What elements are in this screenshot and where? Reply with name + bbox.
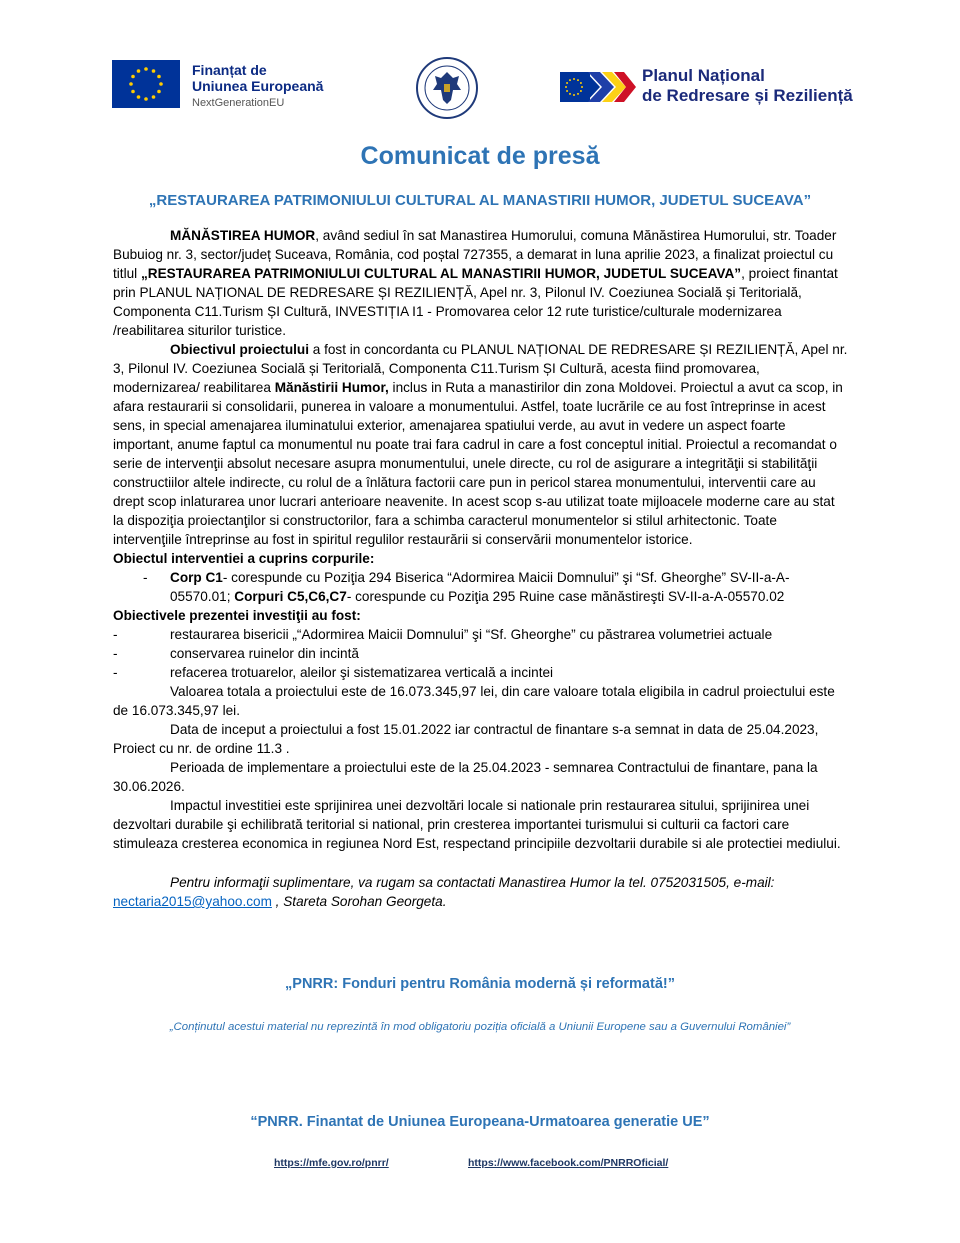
disclaimer: „Conținutul acestui material nu reprezintă în mod obligatoriu poziția oficială a Uniunii Europene sau a Guvernului României” bbox=[169, 1021, 791, 1033]
paragraph-dates: Data de inceput a proiectului a fost 15.01.2022 iar contractul de finantare s-a semnat in data de 25.04.2023, Proiect cu nr. de ordine 11.3 . bbox=[113, 722, 819, 756]
email-link[interactable]: nectaria2015@yahoo.com bbox=[113, 894, 272, 909]
objective-label: Obiectivul proiectului bbox=[170, 342, 309, 357]
paragraph-intro bbox=[113, 226, 848, 340]
corp-c5-c7-text: - corespunde cu Poziţia 295 Ruine case mănăstireşti SV-II-a-A-05570.02 bbox=[346, 589, 785, 604]
eu-logo-line2: Uniunea Europeană bbox=[192, 78, 324, 94]
mfe-link[interactable]: https://mfe.gov.ro/pnrr/ bbox=[274, 1157, 389, 1169]
objective-text-b: inclus in Ruta a manastirilor din zona Moldovei. Proiectul a avut ca scop, in afara restaurarii si consolidarii, punerea in valoare a monumentului. Astfel, toate lucrările ce au fost întreprinse in acest sens, in special amenajarea iluminatului exterior, amenajarea spatiului verde, au avut in vedere un aspect foarte important, anume faptul ca monumentul nu poate trai fara cadrul in care a fost conceptul initial. Proiectul a recomandat o serie de intervenţii absolut necesare asupra monumentului, unele directe, cu rol de asigurare a integrităţii si stabilităţii constructiilor altele indirecte, cu rolul de a înlătura factorii care pun in pericol starea monumentului, interventii care au drept scop inlaturarea unor lucrari anterioare neavenite. In acest scop s-au utilizat toate mijloacele moderne care au stat la dispoziţia proiectanţilor si constructorilor, fara a schimba caracterul monumentelor si stilul arhitectonic. Toate intervenţiile întreprinse au fost in spiritul regulilor restaurării si conservării monumentelor istorice. bbox=[113, 380, 843, 547]
footer-funding-line: “PNRR. Finantat de Uniunea Europeana-Urmatoarea generatie UE” bbox=[250, 1114, 710, 1130]
contact-text-a: Pentru informaţii suplimentare, va rugam sa contactati Manastirea Humor la tel. 0752031505, e-mail: bbox=[170, 875, 775, 890]
eu-star-icon bbox=[131, 90, 135, 94]
eu-logo-line1: Finanțat de bbox=[192, 62, 267, 78]
corp-c5-c7-label: Corpuri C5,C6,C7 bbox=[234, 589, 347, 604]
eu-star-icon bbox=[152, 95, 156, 99]
eu-star-icon bbox=[137, 95, 141, 99]
list-dash: - bbox=[113, 646, 118, 661]
list-item bbox=[113, 644, 848, 663]
pnrr-flag-icon bbox=[560, 66, 636, 108]
paragraph-impact: Impactul investitiei este sprijinirea unei dezvoltări locale si nationale prin restaurarea sitului, sprijinirea unei dezvoltari durabile şi echilibrată teritorial si national, prin cresterea importantei turismului si culturii ca factori care stimuleaza cresterea economica in regiunea Nord Est, respectand principiile dezvoltarii durabile si ale protectiei mediului. bbox=[113, 798, 841, 851]
list-item bbox=[113, 663, 848, 682]
eu-star-icon bbox=[159, 82, 163, 86]
eu-flag-icon bbox=[112, 60, 180, 108]
paragraph-value: Valoarea totala a proiectului este de 16.073.345,97 lei, din care valoare totala eligibila in cadrul proiectului este de 16.073.345,97 lei. bbox=[113, 684, 835, 718]
eu-star-icon bbox=[569, 93, 571, 95]
eu-star-icon bbox=[577, 79, 579, 81]
list-dash: - bbox=[143, 570, 148, 585]
paragraph-objective bbox=[113, 340, 848, 549]
eu-star-icon bbox=[581, 86, 583, 88]
eu-star-icon bbox=[573, 94, 575, 96]
eu-star-icon bbox=[577, 93, 579, 95]
list-dash: - bbox=[113, 627, 118, 642]
facebook-link[interactable]: https://www.facebook.com/PNRROficial/ bbox=[468, 1157, 669, 1169]
heading-obiective: Obiectivele prezentei investiţii au fost: bbox=[113, 608, 361, 623]
pnrr-logo-line2: de Redresare și Reziliență bbox=[642, 86, 853, 105]
list-dash: - bbox=[113, 665, 118, 680]
eu-star-icon bbox=[144, 67, 148, 71]
eu-star-icon bbox=[565, 86, 567, 88]
beneficiary-name: MĂNĂSTIREA HUMOR bbox=[170, 228, 316, 243]
intro-project-title: „RESTAURAREA PATRIMONIULUI CULTURAL AL MANASTIRII HUMOR, JUDETUL SUCEAVA” bbox=[140, 266, 742, 281]
list-item-text: restaurarea bisericii „“Adormirea Maicii Domnului” şi “Sf. Gheorghe” cu păstrarea volumetriei actuale bbox=[170, 627, 773, 642]
romanian-government-crest-icon bbox=[415, 56, 479, 120]
eu-star-icon bbox=[573, 78, 575, 80]
pnrr-logo-line1: Planul Național bbox=[642, 66, 765, 85]
contact-paragraph bbox=[113, 873, 848, 911]
intro-text-b: , proiect finantat prin PLANUL NAȚIONAL DE REDRESARE ȘI REZILIENȚĂ, Apel nr. 3, Pilonul IV. Coeziunea Socială și Teritorială, Componenta C11.Turism ȘI Cultură, INVESTIȚIA I1 - Promovarea celor 12 rute turistice/culturale modernizarea /reabilitarea siturilor turistice. bbox=[113, 266, 838, 338]
eu-star-icon bbox=[144, 97, 148, 101]
list-item-text: refacerea trotuarelor, aleilor şi sistematizarea verticală a incintei bbox=[170, 665, 554, 680]
objective-monastery: Mănăstirii Humor, bbox=[274, 380, 389, 395]
pnrr-logo bbox=[560, 64, 890, 112]
eu-star-icon bbox=[580, 90, 582, 92]
eu-logo-line3: NextGenerationEU bbox=[192, 97, 285, 109]
page-title: Comunicat de presă bbox=[360, 142, 600, 170]
eu-star-icon bbox=[137, 69, 141, 73]
eu-star-icon bbox=[569, 79, 571, 81]
eu-star-icon bbox=[566, 82, 568, 84]
objective-text-a: a fost in concordanta cu PLANUL NAȚIONAL DE REDRESARE ȘI REZILIENȚĂ, Apel nr. 3, Pilonul IV. Coeziunea Socială și Teritorială, Componenta C11.Turism ȘI Cultură, acesta fiind promovarea, modernizarea/ reabilitarea bbox=[113, 342, 848, 395]
corp-c1-label: Corp C1 bbox=[170, 570, 223, 585]
list-item bbox=[113, 625, 848, 644]
intro-text-a: , având sediul în sat Manastirea Humorului, comuna Mănăstirea Humorului, str. Toader Bubuiog nr. 3, sector/județ Suceava, România, cod poștal 727355, a demarat in luna aprilie 2023, a finalizat proiectul cu titlul bbox=[113, 228, 837, 281]
eu-star-icon bbox=[157, 90, 161, 94]
press-release-body bbox=[113, 226, 848, 911]
eu-star-icon bbox=[566, 90, 568, 92]
list-item-text: conservarea ruinelor din incintă bbox=[170, 646, 359, 661]
eu-star-icon bbox=[580, 82, 582, 84]
eu-star-icon bbox=[129, 82, 133, 86]
eu-star-icon bbox=[131, 75, 135, 79]
heading-corpuri: Obiectul interventiei a cuprins corpurile: bbox=[113, 551, 375, 566]
list-item-corpuri bbox=[113, 568, 848, 606]
contact-text-b: , Stareta Sorohan Georgeta. bbox=[271, 894, 447, 909]
eu-star-icon bbox=[157, 75, 161, 79]
pnrr-slogan: „PNRR: Fonduri pentru România modernă și reformată!” bbox=[285, 976, 675, 992]
corp-c1-text: - corespunde cu Poziţia 294 Biserica “Adormirea Maicii Domnului” şi “Sf. Gheorghe” SV-II-a-A-05570.01; bbox=[170, 570, 790, 604]
eu-star-icon bbox=[152, 69, 156, 73]
paragraph-period: Perioada de implementare a proiectului este de la 25.04.2023 - semnarea Contractului de finantare, pana la 30.06.2026. bbox=[113, 760, 818, 794]
project-subtitle: „RESTAURAREA PATRIMONIULUI CULTURAL AL MANASTIRII HUMOR, JUDETUL SUCEAVA” bbox=[148, 192, 812, 209]
eu-funding-logo bbox=[112, 60, 352, 110]
